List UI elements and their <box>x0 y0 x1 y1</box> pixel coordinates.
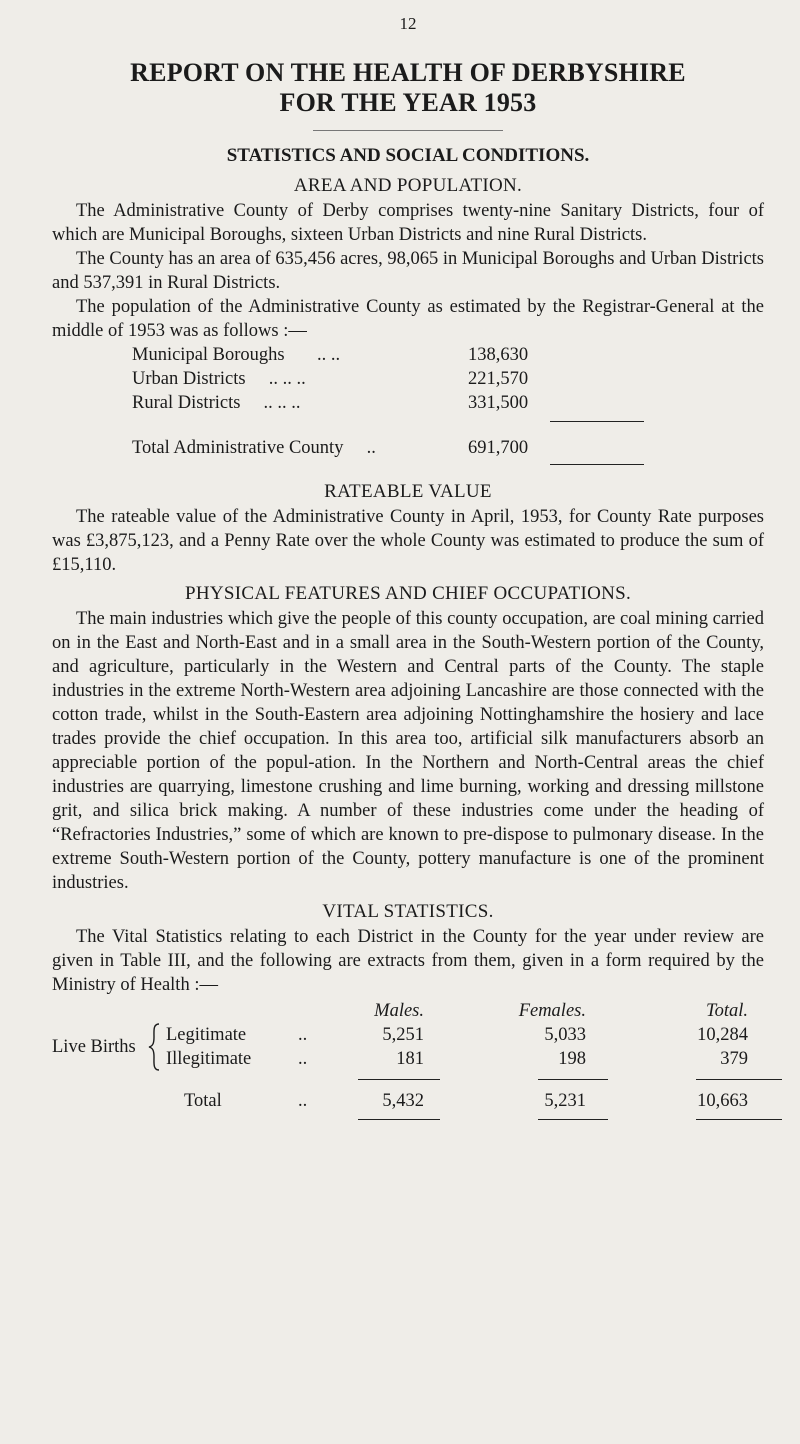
brace-icon <box>148 1023 160 1071</box>
area-paragraph-3: The population of the Administrative County as estimated by the Registrar-General at the middle of 1953 was as follows :— <box>52 297 764 341</box>
vital-total-row <box>52 1089 764 1113</box>
vital-row-females: 198 <box>558 1049 586 1069</box>
males-subtotal-rule <box>358 1079 440 1080</box>
population-row-label: Rural Districts .. .. .. <box>132 393 301 413</box>
heading-area-population: AREA AND POPULATION. <box>293 175 523 196</box>
page-number: 12 <box>399 14 417 33</box>
vital-total-females: 5,231 <box>544 1091 586 1111</box>
population-row-value: 221,570 <box>468 369 529 389</box>
vital-row-dots: .. <box>298 1049 308 1069</box>
vital-row-males: 5,251 <box>382 1025 424 1045</box>
report-title-line1: REPORT ON THE HEALTH OF DERBYSHIRE <box>130 58 686 87</box>
vital-row-label: Illegitimate <box>166 1049 252 1069</box>
population-row-label: Urban Districts .. .. .. <box>132 369 306 389</box>
vital-total-males: 5,432 <box>382 1091 424 1111</box>
vital-row-total: 10,284 <box>697 1025 748 1045</box>
rateable-paragraph: The rateable value of the Administrative County in April, 1953, for County Rate purposes was £3,875,123, and a Penny Rate over the whole County was estimated to produce the sum of £15,110. <box>52 507 764 575</box>
col-header-total: Total. <box>706 1001 748 1021</box>
vital-row <box>166 1023 766 1047</box>
population-total-label: Total Administrative County .. <box>132 438 376 458</box>
vital-total-total: 10,663 <box>697 1091 748 1111</box>
vital-row-dots: .. <box>298 1025 308 1045</box>
vital-row <box>166 1047 766 1071</box>
heading-rateable-value: RATEABLE VALUE <box>324 481 492 502</box>
total-rule <box>550 464 644 465</box>
vital-subtotal-rules <box>52 1071 764 1085</box>
total-subtotal-rule <box>696 1079 782 1080</box>
vital-row-total: 379 <box>720 1049 748 1069</box>
females-total-rule <box>538 1119 608 1120</box>
col-header-males: Males. <box>374 1001 424 1021</box>
vital-row-females: 5,033 <box>544 1025 586 1045</box>
heading-vital-statistics: VITAL STATISTICS. <box>322 901 494 922</box>
females-subtotal-rule <box>538 1079 608 1080</box>
title-divider <box>313 130 503 131</box>
live-births-label: Live Births <box>52 1037 136 1057</box>
vital-paragraph: The Vital Statistics relating to each District in the County for the year under review are given in Table III, and the following are extracts from them, given in a form required by the Ministry of Health :— <box>52 927 764 995</box>
vital-row-label: Legitimate <box>166 1025 247 1045</box>
area-paragraph-1: The Administrative County of Derby comprises twenty-nine Sanitary Districts, four of which are Municipal Boroughs, sixteen Urban Districts and nine Rural Districts. <box>52 201 764 245</box>
total-total-rule <box>696 1119 782 1120</box>
area-paragraph-2: The County has an area of 635,456 acres, 98,065 in Municipal Boroughs and Urban Districts and 537,391 in Rural Districts. <box>52 249 764 293</box>
population-row <box>132 391 652 415</box>
males-total-rule <box>358 1119 440 1120</box>
report-title-line2: FOR THE YEAR 1953 <box>279 88 537 117</box>
population-row-label: Municipal Boroughs .. .. <box>132 345 341 365</box>
document-page <box>52 14 764 1127</box>
vital-total-label: Total <box>184 1091 222 1111</box>
vital-total-rules <box>52 1113 764 1127</box>
population-total-row <box>132 436 652 460</box>
vital-total-dots: .. <box>298 1091 308 1111</box>
population-row <box>132 343 652 367</box>
population-table <box>132 343 652 465</box>
col-header-females: Females. <box>518 1001 586 1021</box>
physical-paragraph: The main industries which give the people of this county occupation, are coal mining carried on in the East and North-East and in a small area in the South-Western portion of the County, and agriculture, particularly in the Western and Central parts of the County. The staple industries in the extreme North-Western area adjoining Lancashire are those connected with the cotton trade, whilst in the South-Eastern area adjoining Nottinghamshire the hosiery and lace trades provide the chief occupation. In this area too, artificial silk manufacturers absorb an appreciable portion of the popul-ation. In the Northern and North-Central areas the chief industries are quarrying, limestone crushing and lime burning, working and dressing millstone grit, and silica brick making. A number of these industries come under the heading of “Refractories Industries,” some of which are known to pre-dispose to pulmonary disease. In the extreme South-Western portion of the County, pottery manufacture is one of the prominent industries. <box>52 609 764 893</box>
subtotal-rule <box>550 421 644 422</box>
population-row-value: 138,630 <box>468 345 529 365</box>
live-births-block <box>52 1023 764 1071</box>
section-heading-statistics: STATISTICS AND SOCIAL CONDITIONS. <box>226 145 590 166</box>
vital-row-males: 181 <box>396 1049 424 1069</box>
heading-physical-features: PHYSICAL FEATURES AND CHIEF OCCUPATIONS. <box>184 583 632 604</box>
population-row-value: 331,500 <box>468 393 529 413</box>
vital-table-header <box>52 999 764 1023</box>
population-total-value: 691,700 <box>468 438 529 458</box>
population-row <box>132 367 652 391</box>
